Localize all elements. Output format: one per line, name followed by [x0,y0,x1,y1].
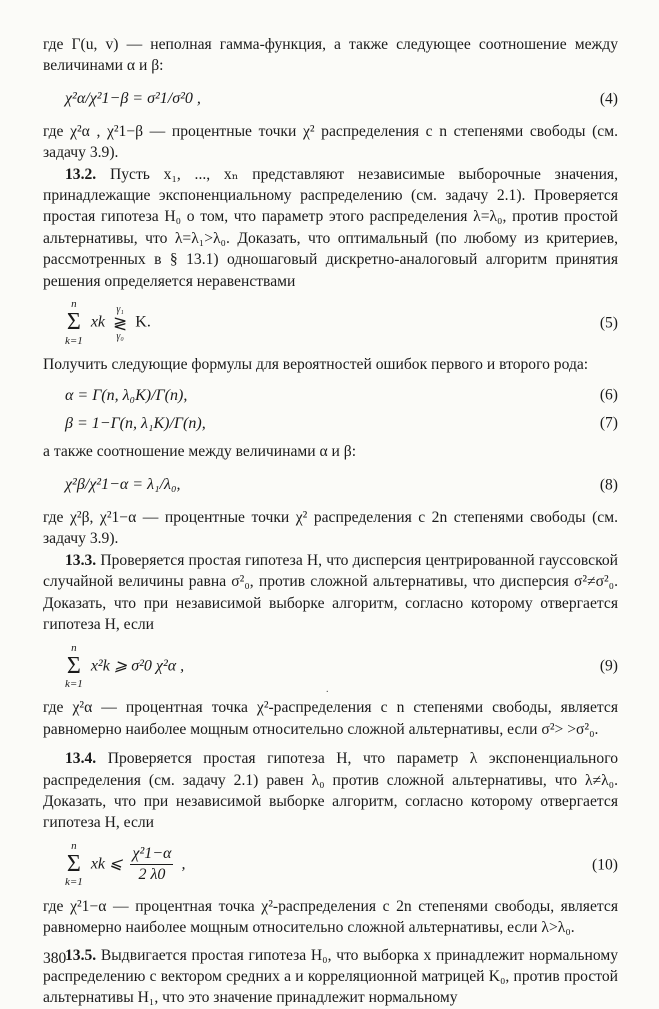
problem-number-13-3: 13.3. [65,551,97,569]
formula-10-expression [65,841,185,888]
relation-symbol: ≷ [113,313,128,333]
problem-13-2-text: Пусть x₁, ..., xₙ представляют независимые выборочные значения, принадлежащие экспоненциальному распределению (см. задачу 2.1). Проверяется простая гипотеза H₀ о том, что параметр этого распределения λ=λ₀, против простой альтернативы, что λ=λ₁>λ₀. Доказать, что оптимальный (по любому из критериев, рассмотренных в § 13.1) одношаговый дискретно-аналоговый алгоритм принятия решения определяется неравенствами [43,165,618,290]
formula-9-expression [65,643,184,690]
stray-mark: . [326,684,329,695]
sum-upper-limit: n [71,641,77,654]
paragraph-7 [43,550,618,636]
problem-13-4-text: Проверяется простая гипотеза H, что параметр λ экспоненциального распределения (см. задачу 2.1) равен λ₀ против сложной альтернативы, что λ≠λ₀. Доказать, что при независимой выборке алгоритм, согласно которому отвергается гипотеза H, если [43,750,619,832]
formula-7 [43,409,618,437]
formula-4-expression: χ²α/χ²1−β = σ²1/σ²0 , [65,90,201,108]
formula-6-expression: α = Γ(n, λ₀K)/Γ(n), [65,386,188,404]
problem-number-13-4: 13.4. [65,750,97,768]
fraction-numerator: χ²1−α [130,845,173,865]
page-body [43,34,618,1009]
problem-13-3-text: Проверяется простая гипотеза H, что дисперсия центрированной гауссовской случайной величины равна σ²₀, против сложной альтернативы, что дисперсия σ²≠σ²₀. Доказать, что при независимой выборке алгоритм, согласно которому отвергается гипотеза H, если [43,551,619,633]
paragraph-9 [43,748,618,834]
paragraph-11 [43,945,618,1009]
sum-body: xk [90,313,106,331]
equation-number-9: (9) [599,657,618,675]
sum-symbol-10: n Σ k=1 [65,840,83,889]
sum-lower-limit: k=1 [65,334,83,347]
formula-10 [43,834,618,896]
equation-number-5: (5) [599,314,618,332]
paragraph-10: где χ²1−α — процентная точка χ²-распределения с 2n степенями свободы, является равномерно наиболее мощным относительно сложной альтернативы, если λ>λ₀. [43,897,618,937]
problem-13-5-text: Выдвигается простая гипотеза H₀, что выборка x принадлежит нормальному распределению с вектором средних a и корреляционной матрицей K₀, против простой альтернативы H₁, что это значение принадлежит нормальному [43,946,618,1007]
paragraph-5: а также соотношение между величинами α и β: [43,443,357,461]
threshold: K. [135,313,151,331]
equation-number-4: (4) [599,90,618,108]
sum-symbol-5: n Σ k=1 [65,298,83,347]
equation-number-8: (8) [599,476,618,494]
formula-6 [43,381,618,409]
sum-body: xk ⩽ [90,855,123,873]
formula-5-expression [65,299,151,346]
sum-lower-limit: k=1 [65,876,83,889]
paragraph-2: где χ²α , χ²1−β — процентные точки χ² распределения с n степенями свободы (см. задачу 3.9). [43,122,618,162]
decision-relation [113,305,127,342]
page-number: 380 [43,950,67,967]
sum-upper-limit: n [71,840,77,853]
equation-number-7: (7) [599,414,618,432]
problem-number-13-5: 13.5. [65,946,97,964]
formula-4 [43,77,618,121]
paragraph-3 [43,164,618,292]
sum-symbol-9: n Σ k=1 [65,641,83,690]
paragraph-4: Получить следующие формулы для вероятностей ошибок первого и второго рода: [43,356,589,374]
paragraph-1: где Γ(u, v) — неполная гамма-функция, а также следующее соотношение между величинами α и β: [43,36,618,75]
formula-10-tail: , [181,855,186,873]
sum-body: x²k ⩾ σ²0 χ²α , [90,656,185,674]
fraction [130,845,173,885]
formula-8-expression: χ²β/χ²1−α = λ₁/λ₀, [65,476,181,494]
problem-number-13-2: 13.2. [65,165,97,183]
relation-top: γ₁ [116,303,124,315]
relation-bottom: γ₀ [116,330,124,342]
fraction-denominator: 2 λ0 [138,866,166,884]
equation-number-10: (10) [592,856,618,874]
formula-9 [43,635,618,697]
formula-5 [43,292,618,354]
formula-8 [43,463,618,507]
equation-number-6: (6) [599,386,618,404]
sum-lower-limit: k=1 [65,677,83,690]
paragraph-6: где χ²β, χ²1−α — процентные точки χ² распределения с 2n степенями свободы (см. задачу 3.9). [43,508,618,548]
paragraph-8: где χ²α — процентная точка χ²-распределения с n степенями свободы, является равномерно наиболее мощным относительно сложной альтернативы, если σ²> >σ²₀. [43,699,618,738]
sum-upper-limit: n [71,298,77,311]
formula-7-expression: β = 1−Γ(n, λ₁K)/Γ(n), [65,414,206,432]
